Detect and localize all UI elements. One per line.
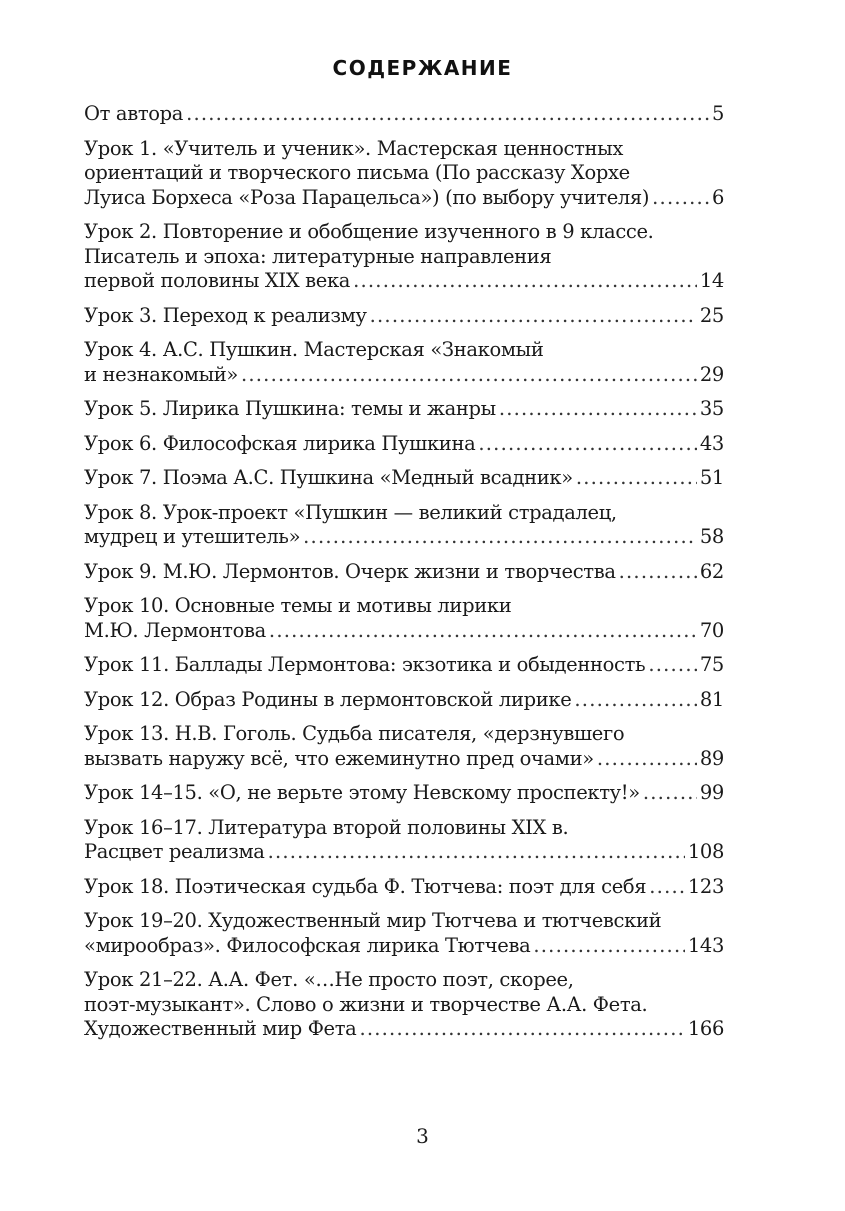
toc-entry-title: первой половины XIX века <box>84 269 351 292</box>
toc-entry-line: Урок 2. Повторение и обобщение изученного в 9 классе. <box>84 220 654 243</box>
toc-entry-final-line <box>84 747 724 772</box>
dot-leader <box>353 269 697 294</box>
toc-entry-title: и незнакомый» <box>84 362 238 386</box>
toc-entry-page: 108 <box>687 840 724 863</box>
toc-entry-line: Урок 13. Н.В. Гоголь. Судьба писателя, «дерзнувшего <box>84 722 625 745</box>
toc-entry-final-line <box>84 619 724 644</box>
toc-entry <box>84 688 724 713</box>
toc-entry-page: 62 <box>699 559 724 583</box>
toc-entry-title: Урок 18. Поэтическая судьба Ф. Тютчева: поэт для себя <box>84 874 647 898</box>
toc-entry-title: Урок 9. М.Ю. Лермонтов. Очерк жизни и творчества <box>84 559 616 583</box>
dot-leader <box>533 934 684 959</box>
toc-entry <box>84 909 724 958</box>
toc-entry-final-line <box>84 466 724 491</box>
dot-leader <box>241 363 697 388</box>
toc-entry <box>84 466 724 491</box>
toc-entry-page: 123 <box>687 874 724 898</box>
toc-entry-title: Урок 14–15. «О, не верьте этому Невскому проспекту!» <box>84 781 640 804</box>
dot-leader <box>478 432 697 457</box>
toc-entry <box>84 501 724 550</box>
toc-entry-page: 58 <box>699 525 724 548</box>
toc-entry-title: Расцвет реализма <box>84 840 265 863</box>
toc-entry-title: «мирообраз». Философская лирика Тютчева <box>84 933 531 957</box>
toc-entry <box>84 594 724 643</box>
toc-entry-page: 99 <box>699 781 724 804</box>
toc-entry-page: 166 <box>687 1017 724 1040</box>
toc-entry-final-line <box>84 397 724 422</box>
toc-entry-final-line <box>84 525 724 550</box>
toc-entry-final-line <box>84 432 724 457</box>
dot-leader <box>499 397 697 422</box>
toc-entry-title: Урок 12. Образ Родины в лермонтовской лирике <box>84 687 572 711</box>
toc-entry-page: 70 <box>699 618 724 642</box>
toc-entry <box>84 875 724 900</box>
toc-entry <box>84 432 724 457</box>
toc-entry-final-line <box>84 186 724 211</box>
toc-entry-line: Урок 10. Основные темы и мотивы лирики <box>84 594 512 617</box>
dot-leader <box>269 619 697 644</box>
toc-entry <box>84 338 724 387</box>
toc-entry <box>84 968 724 1042</box>
toc-entry-final-line <box>84 560 724 585</box>
toc-entry <box>84 560 724 585</box>
toc-entry-title: Урок 3. Переход к реализму <box>84 303 367 327</box>
toc-entry-page: 14 <box>699 269 724 292</box>
toc-entry-final-line <box>84 840 724 865</box>
toc-entry-final-line <box>84 269 724 294</box>
toc-entry-page: 143 <box>687 933 724 957</box>
toc-entry-line: поэт-музыкант». Слово о жизни и творчестве А.А. Фета. <box>84 992 648 1016</box>
toc-entry-title: Урок 7. Поэма А.С. Пушкина «Медный всадник» <box>84 466 573 489</box>
toc-entry-page: 43 <box>699 431 724 455</box>
toc-entry-page: 5 <box>711 102 724 125</box>
toc-entry-title: Урок 11. Баллады Лермонтова: экзотика и обыденность <box>84 653 646 676</box>
dot-leader <box>643 781 697 806</box>
toc-entry-title: Урок 6. Философская лирика Пушкина <box>84 431 476 455</box>
toc-entry-title: Урок 5. Лирика Пушкина: темы и жанры <box>84 397 496 420</box>
page-title: СОДЕРЖАНИЕ <box>332 56 513 80</box>
toc-entry-final-line <box>84 875 724 900</box>
toc-entry <box>84 220 724 294</box>
dot-leader <box>649 875 685 900</box>
toc-entry-final-line <box>84 653 724 678</box>
toc-entry-title: мудрец и утешитель» <box>84 525 301 548</box>
toc-entry-page: 81 <box>699 687 724 711</box>
toc-entry-line: ориентаций и творческого письма (По рассказу Хорхе <box>84 161 630 184</box>
dot-leader <box>576 466 697 491</box>
toc-entry-page: 51 <box>699 466 724 489</box>
toc-entry <box>84 722 724 771</box>
toc-entry-page: 35 <box>699 397 724 420</box>
toc-entry-page: 75 <box>699 653 724 676</box>
toc-entry-title: Луиса Борхеса «Роза Парацельса») (по выбору учителя) <box>84 185 650 209</box>
dot-leader <box>648 653 697 678</box>
toc-entry-page: 25 <box>699 303 724 327</box>
table-of-contents <box>84 102 724 1052</box>
toc-entry-line: Урок 21–22. А.А. Фет. «…Не просто поэт, скорее, <box>84 968 574 991</box>
toc-entry-line: Урок 19–20. Художественный мир Тютчева и тютчевский <box>84 909 662 932</box>
dot-leader <box>268 840 685 865</box>
toc-entry <box>84 781 724 806</box>
toc-entry-final-line <box>84 934 724 959</box>
toc-entry <box>84 653 724 678</box>
dot-leader <box>359 1017 684 1042</box>
dot-leader <box>186 102 709 127</box>
toc-entry-final-line <box>84 781 724 806</box>
dot-leader <box>597 747 697 772</box>
toc-entry <box>84 304 724 329</box>
toc-entry-page: 29 <box>699 362 724 386</box>
toc-entry-final-line <box>84 304 724 329</box>
toc-entry-page: 89 <box>699 746 724 770</box>
dot-leader <box>652 186 709 211</box>
toc-entry-final-line <box>84 102 724 127</box>
toc-entry-line: Урок 16–17. Литература второй половины XIX в. <box>84 815 569 839</box>
toc-entry <box>84 397 724 422</box>
dot-leader <box>303 525 697 550</box>
dot-leader <box>574 688 696 713</box>
toc-entry <box>84 102 724 127</box>
toc-entry-final-line <box>84 1017 724 1042</box>
toc-entry-line: Урок 4. А.С. Пушкин. Мастерская «Знакомый <box>84 338 544 361</box>
toc-entry-final-line <box>84 688 724 713</box>
toc-entry-title: вызвать наружу всё, что ежеминутно пред очами» <box>84 746 594 770</box>
toc-entry-line: Урок 8. Урок-проект «Пушкин — великий страдалец, <box>84 500 617 524</box>
page-number: 3 <box>416 1124 429 1148</box>
dot-leader <box>619 560 697 585</box>
toc-entry <box>84 137 724 211</box>
toc-entry-title: От автора <box>84 102 184 125</box>
toc-entry <box>84 816 724 865</box>
toc-entry-title: М.Ю. Лермонтова <box>84 618 266 642</box>
toc-entry-page: 6 <box>711 185 724 209</box>
toc-entry-final-line <box>84 363 724 388</box>
dot-leader <box>370 304 697 329</box>
toc-entry-line: Писатель и эпоха: литературные направления <box>84 244 552 268</box>
toc-entry-line: Урок 1. «Учитель и ученик». Мастерская ценностных <box>84 136 624 160</box>
toc-entry-title: Художественный мир Фета <box>84 1017 357 1040</box>
